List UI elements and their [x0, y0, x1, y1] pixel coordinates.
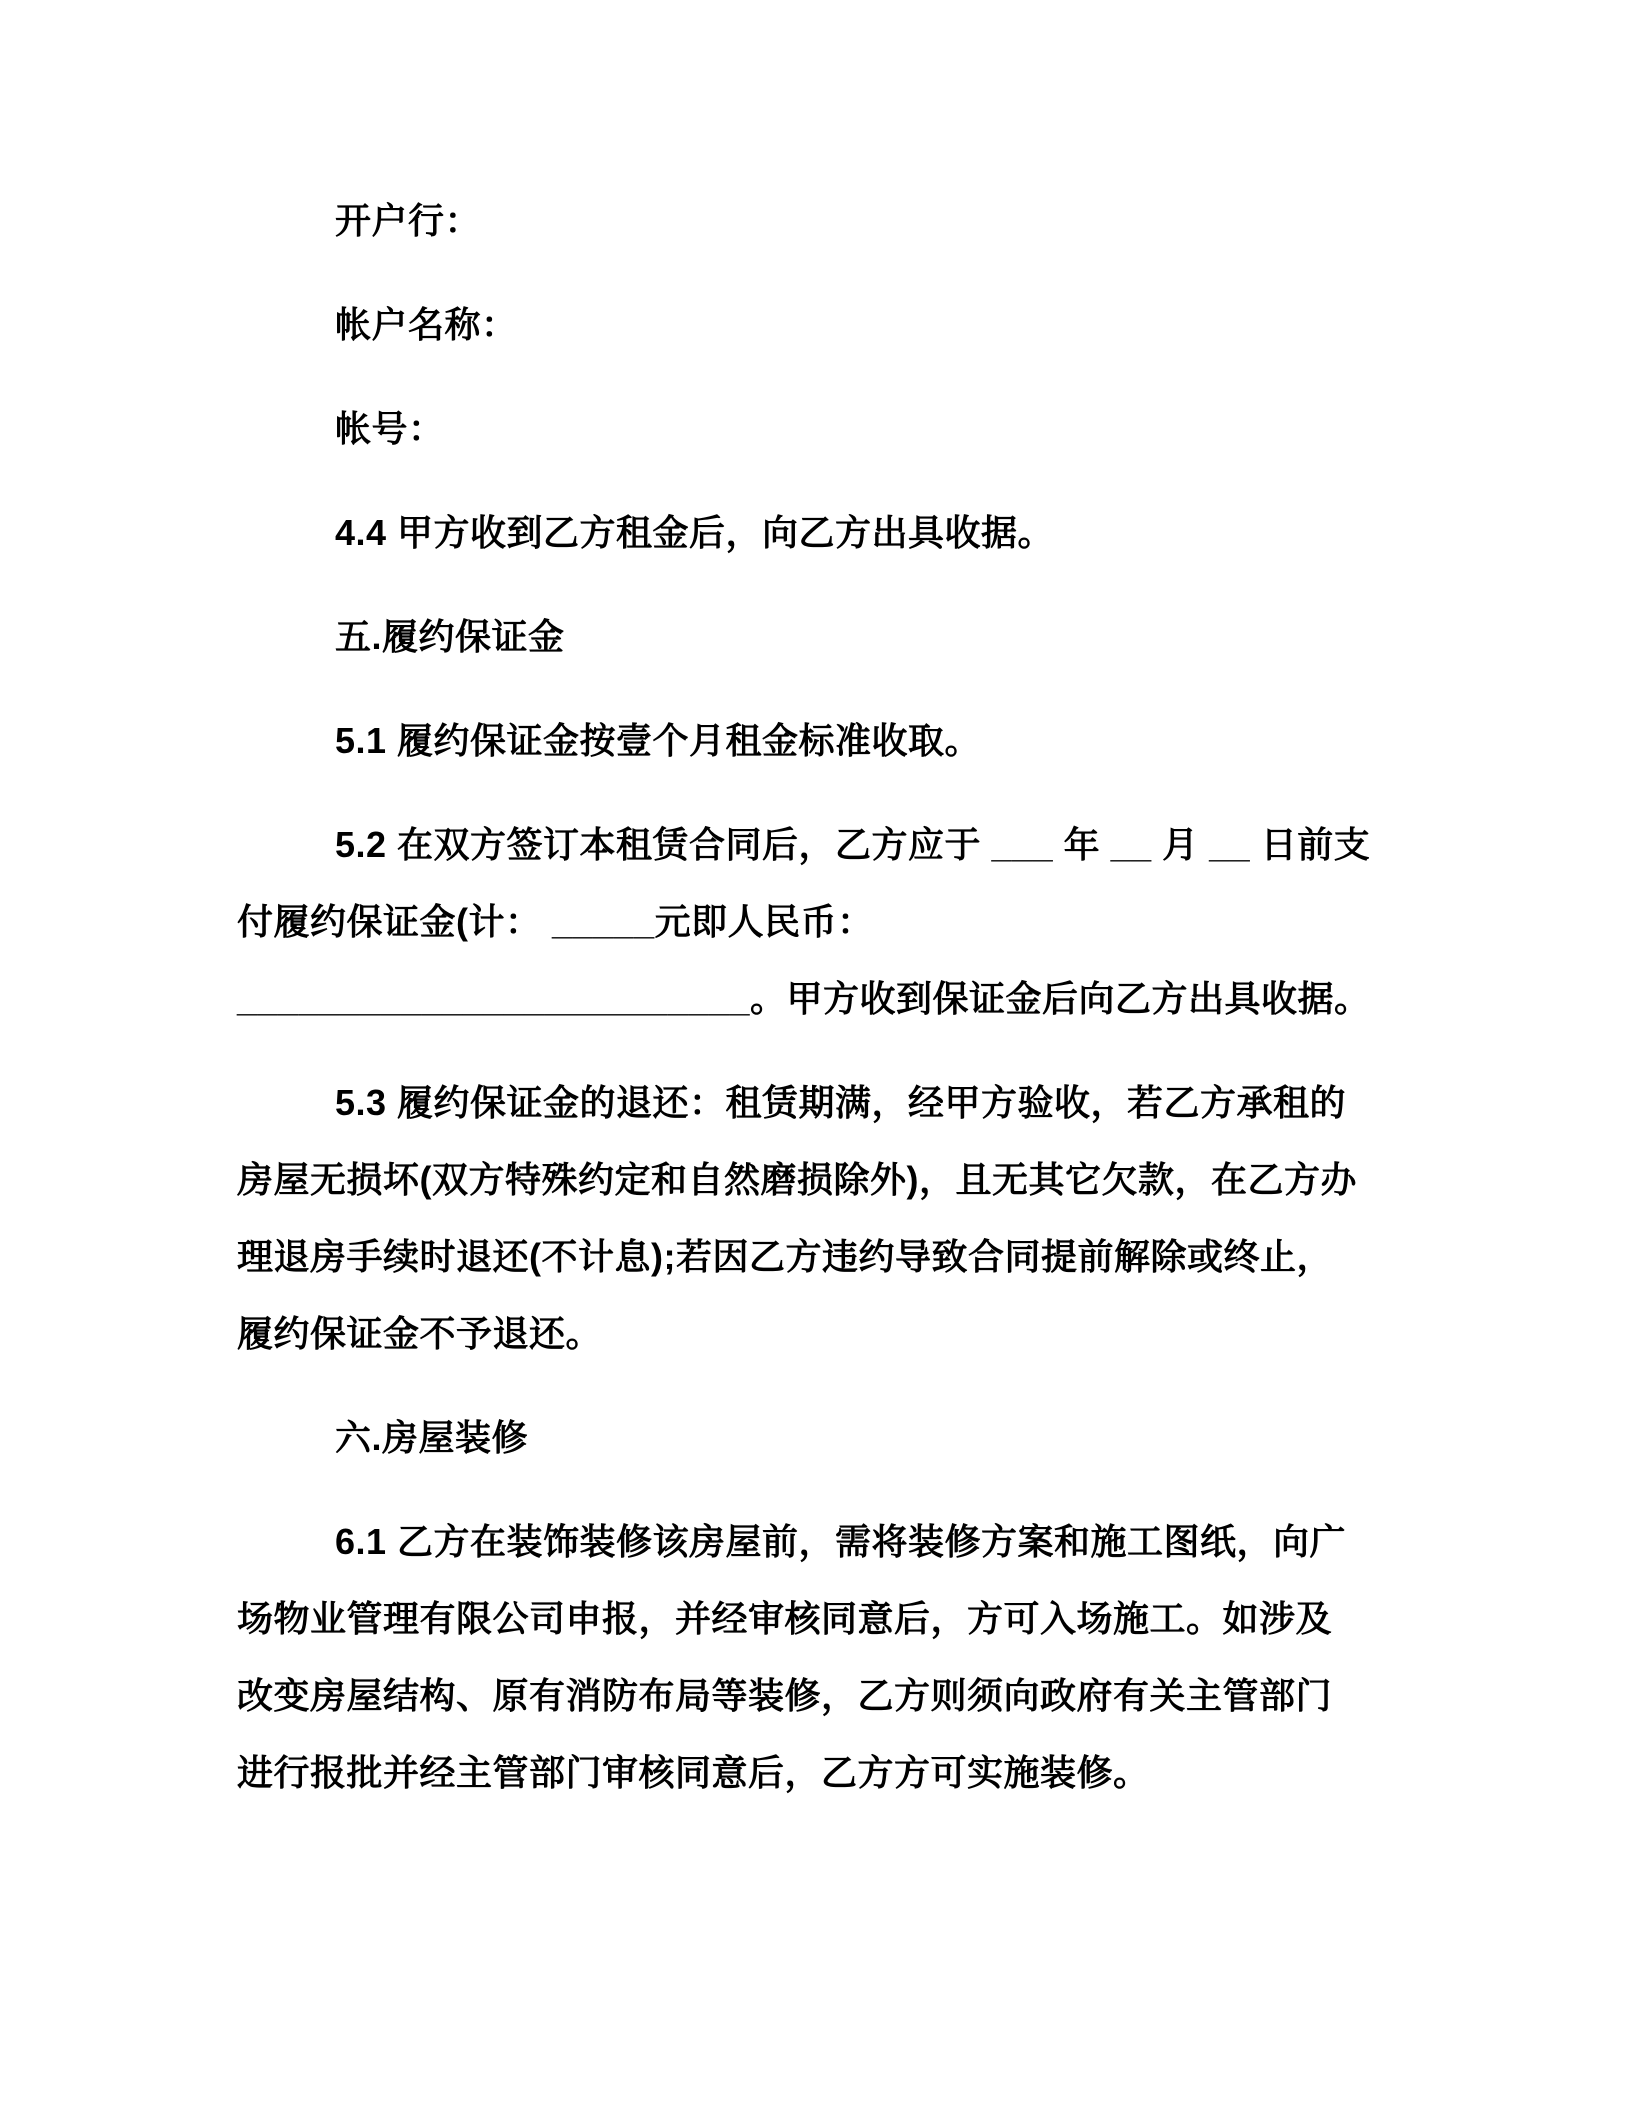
paragraph	[237, 1399, 1422, 1476]
text-line: 改变房屋结构、原有消防布局等装修，乙方则须向政府有关主管部门	[237, 1675, 1333, 1716]
paragraph	[237, 286, 1422, 363]
paragraph	[237, 494, 1422, 571]
text-line: 场物业管理有限公司申报，并经审核同意后，方可入场施工。如涉及	[237, 1598, 1333, 1639]
paragraph	[237, 598, 1422, 675]
text-line: 理退房手续时退还(不计息);若因乙方违约导致合同提前解除或终止，	[237, 1236, 1333, 1277]
text-line: 履约保证金不予退还。	[237, 1313, 603, 1354]
text-line: 五.履约保证金	[335, 616, 565, 657]
text-line: 5.2 在双方签订本租赁合同后，乙方应于 ___ 年 __ 月 __ 日前支	[335, 824, 1371, 865]
paragraph	[237, 182, 1422, 259]
text-line: 开户行：	[335, 200, 482, 241]
text-line: 付履约保证金(计： _____元即人民币：	[237, 901, 874, 942]
text-line: 4.4 甲方收到乙方租金后，向乙方出具收据。	[335, 512, 1055, 553]
text-line: 5.1 履约保证金按壹个月租金标准收取。	[335, 720, 982, 761]
paragraph	[237, 390, 1422, 467]
text-line: 帐号：	[335, 408, 445, 449]
text-line: 5.3 履约保证金的退还：租赁期满，经甲方验收，若乙方承租的	[335, 1082, 1347, 1123]
text-line: 6.1 乙方在装饰装修该房屋前，需将装修方案和施工图纸，向广	[335, 1521, 1347, 1562]
paragraph	[237, 806, 1422, 1037]
paragraph	[237, 1064, 1422, 1372]
text-line: _________________________。甲方收到保证金后向乙方出具收据。	[237, 978, 1371, 1019]
text-line: 帐户名称：	[335, 304, 518, 345]
text-line: 房屋无损坏(双方特殊约定和自然磨损除外)，且无其它欠款，在乙方办	[237, 1159, 1357, 1200]
document-content	[237, 182, 1422, 1838]
text-line: 进行报批并经主管部门审核同意后，乙方方可实施装修。	[237, 1752, 1150, 1793]
paragraph	[237, 702, 1422, 779]
text-line: 六.房屋装修	[335, 1417, 529, 1458]
paragraph	[237, 1503, 1422, 1811]
